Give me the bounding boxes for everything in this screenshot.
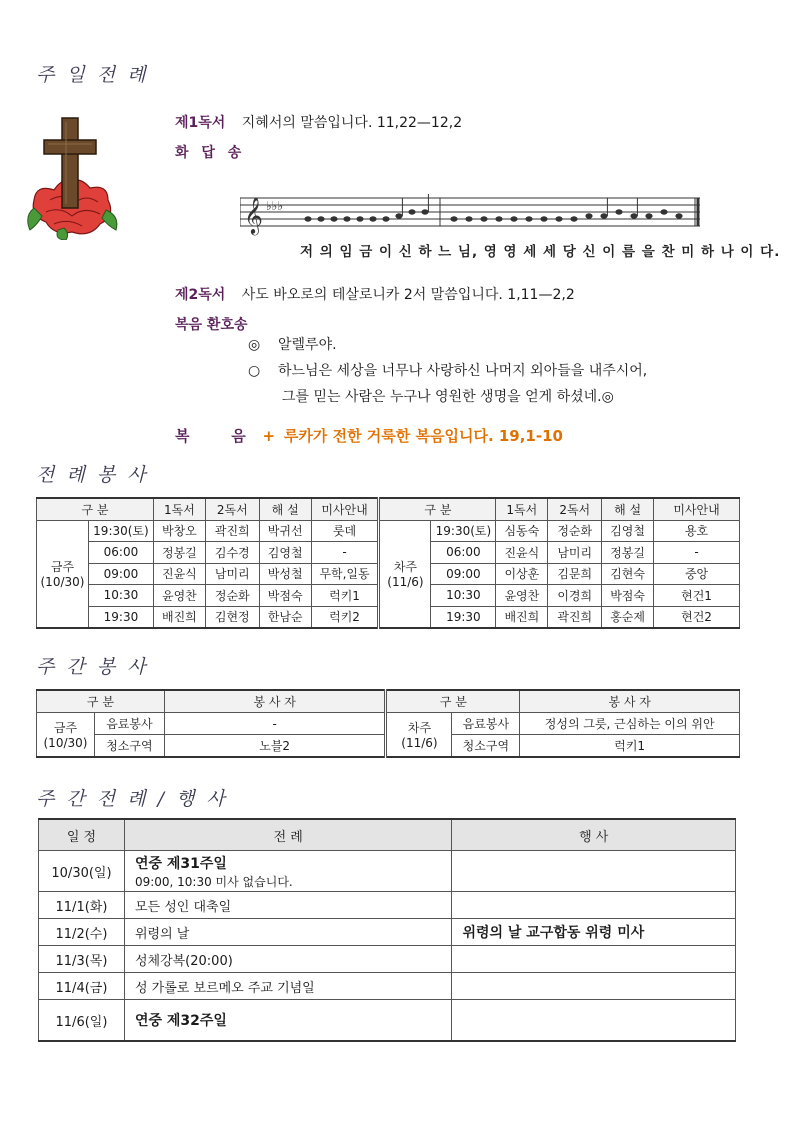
table-cell: 진윤식 (153, 563, 205, 585)
verse-mark: ○ (248, 363, 261, 379)
table-cell: 청소구역 (452, 735, 520, 758)
table-cell: 남미리 (548, 542, 602, 564)
liturgy-cell: 위령의 날 (124, 919, 452, 946)
time-cell: 09:00 (88, 563, 153, 585)
table-cell: 김수경 (205, 542, 259, 564)
event-cell (452, 892, 736, 919)
note-head (585, 213, 592, 218)
acclamation-line (282, 386, 614, 406)
table-cell: 박점숙 (259, 585, 311, 607)
table-cell: 박성철 (259, 563, 311, 585)
music-staff (240, 186, 700, 236)
note-head (356, 216, 363, 221)
gospel-acclamation (175, 314, 260, 334)
table-cell: 청소구역 (94, 735, 164, 758)
event-cell (452, 946, 736, 973)
table-cell: - (164, 713, 386, 735)
col-header: 미사안내 (654, 498, 740, 520)
date-cell: 11/4(금) (39, 973, 125, 1000)
table-cell: 배진희 (153, 606, 205, 628)
section-title-liturgy-service: 전 례 봉 사 (36, 464, 149, 486)
table-cell: 음료봉사 (452, 713, 520, 735)
note-head (465, 216, 472, 221)
col-header: 구 분 (386, 690, 520, 713)
liturgy-cell: 연중 제31주일 09:00, 10:30 미사 없습니다. (124, 851, 452, 892)
table-cell: 김영철 (259, 542, 311, 564)
table-cell: 김현숙 (602, 563, 654, 585)
table-cell: 이경희 (548, 585, 602, 607)
table-cell: 김문희 (548, 563, 602, 585)
liturgy-cell: 성체강복(20:00) (124, 946, 452, 973)
date-cell: 10/30(일) (39, 851, 125, 892)
table-cell: 럭키1 (311, 585, 379, 607)
table-cell: 박귀선 (259, 520, 311, 542)
note-head (343, 216, 350, 221)
time-cell: 06:00 (88, 542, 153, 564)
table-cell: 한남순 (259, 606, 311, 628)
table-header-row (39, 819, 736, 851)
cross-icon: + (262, 427, 276, 445)
event-cell (452, 851, 736, 892)
psalm-lyrics: 저 의 임 금 이 신 하 느 님, 영 영 세 세 당 신 이 름 을 찬 미 하 나 이 다. (300, 244, 781, 260)
col-header: 구 분 (37, 690, 165, 713)
table-cell: 음료봉사 (94, 713, 164, 735)
table-cell: 정순화 (548, 520, 602, 542)
note-head (540, 216, 547, 221)
liturgy-cell: 모든 성인 대축일 (124, 892, 452, 919)
section-title-sunday-liturgy: 주 일 전 례 (36, 64, 149, 86)
gospel-label: 복 음 (175, 427, 246, 445)
note-head (600, 213, 607, 218)
note-head (525, 216, 532, 221)
acclamation-line-text: 알렐루야. (278, 337, 337, 353)
table-cell: 정봉길 (602, 542, 654, 564)
table-cell: 박창오 (153, 520, 205, 542)
table-cell: 룻데 (311, 520, 379, 542)
weekly-service-table (36, 689, 740, 758)
acclamation-line-text: 하느님은 세상을 너무나 사랑하신 나머지 외아들을 내주시어, (278, 363, 648, 379)
time-cell: 19:30 (88, 606, 153, 628)
table-cell: 럭키2 (311, 606, 379, 628)
table-cell: 이상훈 (496, 563, 548, 585)
col-header: 행 사 (452, 819, 736, 851)
week-cell: 차주 (11/6) (386, 713, 452, 758)
time-cell: 06:00 (431, 542, 496, 564)
cross-rose-icon (24, 112, 120, 240)
section-title-weekly-events: 주 간 전 례 / 행 사 (36, 788, 228, 810)
table-cell: - (311, 542, 379, 564)
table-cell: 진윤식 (496, 542, 548, 564)
table-cell: 김현정 (205, 606, 259, 628)
response-mark: ◎ (248, 337, 261, 353)
col-header: 구 분 (379, 498, 496, 520)
week-cell: 금주 (10/30) (37, 713, 95, 758)
first-reading-text: 지혜서의 말씀입니다. 11,22—12,2 (241, 115, 463, 131)
first-reading-label: 제1독서 (175, 115, 226, 131)
svg-text:𝄞: 𝄞 (244, 196, 263, 234)
week-cell: 금주 (10/30) (37, 520, 89, 628)
time-cell: 10:30 (88, 585, 153, 607)
note-head (555, 216, 562, 221)
table-cell: 곽진희 (548, 606, 602, 628)
note-head (675, 213, 682, 218)
col-header: 미사안내 (311, 498, 379, 520)
note-head (330, 216, 337, 221)
responsorial-psalm (175, 142, 257, 162)
note-head (382, 216, 389, 221)
table-cell: 박점숙 (602, 585, 654, 607)
col-header: 전 례 (124, 819, 452, 851)
svg-text:♭♭♭: ♭♭♭ (266, 199, 283, 213)
gospel-text: 루카가 전한 거룩한 복음입니다. 19,1-10 (283, 427, 563, 445)
acclamation-line (248, 334, 337, 354)
note-head (317, 216, 324, 221)
table-row (39, 919, 736, 946)
table-cell: 홍순제 (602, 606, 654, 628)
note-head (450, 216, 457, 221)
note-head (630, 213, 637, 218)
table-header-row (37, 498, 740, 520)
note-head (510, 216, 517, 221)
time-cell: 10:30 (431, 585, 496, 607)
time-cell: 19:30 (431, 606, 496, 628)
table-cell: 정성의 그릇, 근심하는 이의 위안 (520, 713, 740, 735)
table-row (39, 1000, 736, 1042)
table-cell: 럭키1 (520, 735, 740, 758)
table-cell: 노블2 (164, 735, 386, 758)
liturgy-cell: 성 가롤로 보르메오 주교 기념일 (124, 973, 452, 1000)
event-cell: 위령의 날 교구합동 위령 미사 (452, 919, 736, 946)
table-cell: - (654, 542, 740, 564)
table-cell: 용호 (654, 520, 740, 542)
col-header: 구 분 (37, 498, 154, 520)
col-header: 2독서 (205, 498, 259, 520)
event-cell (452, 973, 736, 1000)
acclamation-line-text: 그를 믿는 사람은 누구나 영원한 생명을 얻게 하셨네.◎ (282, 389, 614, 405)
time-cell: 19:30(토) (431, 520, 496, 542)
note-head (495, 216, 502, 221)
note-head (615, 209, 622, 214)
gospel (175, 425, 563, 446)
table-cell: 현건2 (654, 606, 740, 628)
section-title-weekly-service: 주 간 봉 사 (36, 656, 149, 678)
col-header: 2독서 (548, 498, 602, 520)
date-cell: 11/2(수) (39, 919, 125, 946)
second-reading (175, 284, 575, 304)
table-cell: 김영철 (602, 520, 654, 542)
date-cell: 11/1(화) (39, 892, 125, 919)
note-head (408, 209, 415, 214)
weekly-events-table (38, 818, 736, 1042)
table-cell: 윤영찬 (496, 585, 548, 607)
table-row (39, 892, 736, 919)
table-cell: 윤영찬 (153, 585, 205, 607)
table-row (37, 520, 740, 542)
table-row (39, 851, 736, 892)
col-header: 봉 사 자 (520, 690, 740, 713)
col-header: 1독서 (153, 498, 205, 520)
table-cell: 정순화 (205, 585, 259, 607)
table-cell: 곽진희 (205, 520, 259, 542)
responsorial-psalm-label: 화 답 송 (175, 145, 246, 161)
time-cell: 19:30(토) (88, 520, 153, 542)
col-header: 일 정 (39, 819, 125, 851)
table-cell: 현건1 (654, 585, 740, 607)
event-cell (452, 1000, 736, 1042)
first-reading (175, 112, 462, 132)
col-header: 1독서 (496, 498, 548, 520)
table-cell: 중앙 (654, 563, 740, 585)
second-reading-text: 사도 바오로의 테살로니카 2서 말씀입니다. 1,11—2,2 (241, 287, 575, 303)
note-head (660, 209, 667, 214)
note-head (480, 216, 487, 221)
table-row (37, 713, 740, 735)
table-cell: 무학,일동 (311, 563, 379, 585)
note-head (570, 216, 577, 221)
gospel-acclamation-label: 복음 환호송 (175, 317, 248, 333)
note-head (395, 213, 402, 218)
date-cell: 11/6(일) (39, 1000, 125, 1042)
col-header: 해 설 (602, 498, 654, 520)
date-cell: 11/3(목) (39, 946, 125, 973)
table-row (39, 946, 736, 973)
second-reading-label: 제2독서 (175, 287, 226, 303)
week-cell: 차주 (11/6) (379, 520, 431, 628)
table-cell: 심동숙 (496, 520, 548, 542)
table-row (39, 973, 736, 1000)
time-cell: 09:00 (431, 563, 496, 585)
col-header: 해 설 (259, 498, 311, 520)
liturgy-service-table (36, 497, 740, 629)
liturgy-cell: 연중 제32주일 (124, 1000, 452, 1042)
note-head (304, 216, 311, 221)
table-cell: 남미리 (205, 563, 259, 585)
table-cell: 배진희 (496, 606, 548, 628)
note-head (369, 216, 376, 221)
col-header: 봉 사 자 (164, 690, 386, 713)
acclamation-line (248, 360, 647, 380)
note-head (421, 209, 428, 214)
note-head (645, 213, 652, 218)
table-cell: 정봉길 (153, 542, 205, 564)
table-header-row (37, 690, 740, 713)
